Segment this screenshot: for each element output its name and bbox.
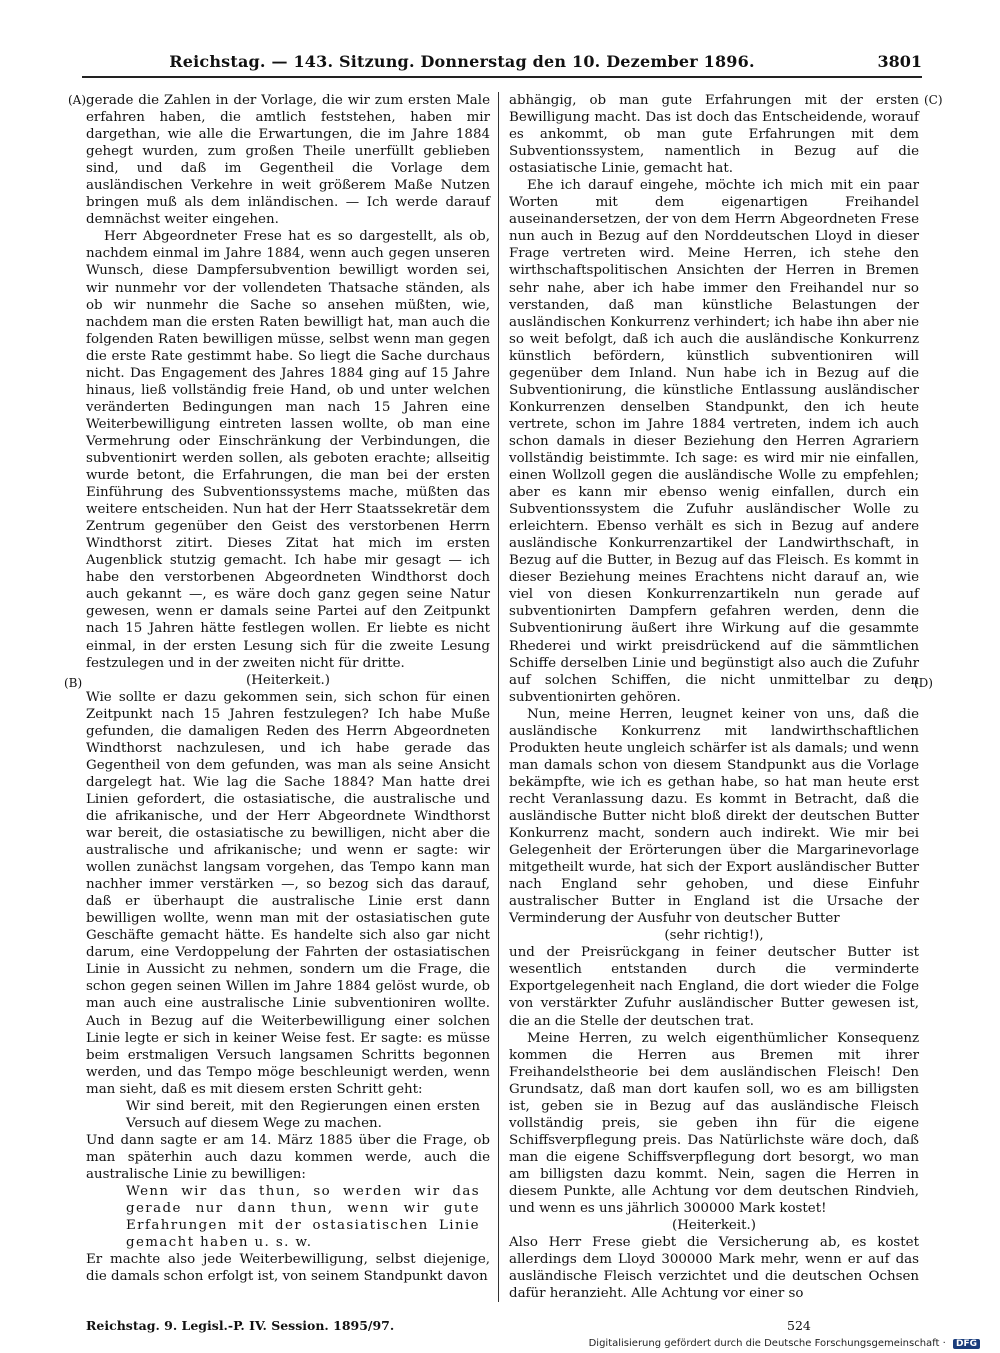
page-number: 3801 bbox=[877, 52, 922, 71]
dfg-logo: DFG bbox=[953, 1339, 980, 1349]
footer-source: Reichstag. 9. Legisl.-P. IV. Session. 1895/97. bbox=[86, 1318, 395, 1333]
margin-label-a: (A) bbox=[68, 93, 87, 107]
digitization-credit bbox=[589, 1338, 980, 1349]
margin-label-d: (D) bbox=[914, 676, 933, 690]
paragraph: Wie sollte er dazu gekommen sein, sich schon für einen Zeitpunkt nach 15 Jahren festzulegen? Ich habe Muße gefunden, die damaligen Reden des Herrn Abgeordneten Windthorst nachzulesen, und ich habe gerade das Gegentheil von dem gefunden, was man als seine Ansicht dargelegt hat. Wie lag die Sache 1884? Man hatte drei Linien gefordert, die ostasiatische, die australische und die afrikanische, und der Herr Abgeordnete Windthorst war bereit, die ostasiatische zu bewilligen, nicht aber die australische und afrikanische; und wenn er sagte: wir wollen zunächst langsam vorgehen, das Tempo kann man nachher immer verstärken —, so bezog sich das darauf, daß er überhaupt die australische Linie erst dann bewilligen wollte, wenn man mit der ostasiatischen gute Geschäfte gemacht hätte. Es handelte sich also gar nicht darum, eine Verdoppelung der Fahrten der ostasiatischen Linie in Aussicht zu nehmen, sondern um die Frage, die schon gegen seinen Willen im Jahre 1884 gelöst wurde, ob man auch eine australische Linie subventioniren wollte. Auch in Bezug auf die Weiterbewilligung einer solchen Linie legte er sich in keiner Weise fest. Er sagte: es müsse beim erstmaligen Versuch langsamen Schritts begonnen werden, und das Tempo möge beschleunigt werden, wenn man sieht, daß es mit diesem ersten Schritt geht: bbox=[86, 689, 490, 1097]
page-header bbox=[82, 52, 922, 78]
paragraph: Er machte also jede Weiterbewilligung, selbst diejenige, die damals schon erfolgt ist, von seinem Standpunkt davon bbox=[86, 1252, 490, 1285]
paragraph: Meine Herren, zu welch eigenthümlicher Konsequenz kommen die Herren aus Bremen mit ihrer Freihandelstheorie bei dem ausländischen Fleisch! Den Grundsatz, daß man dort kaufen soll, wo es am billigsten ist, geben sie in Bezug auf das ausländische Fleisch vollständig preis, sie geben ihn für die eigene Schiffsverpflegung preis. Das Natürlichste wäre doch, daß man die eigene Schiffsverpflegung dort besorgt, wo man am billigsten dazu kommt. Nein, sagen die Herren in diesem Punkte, alle Achtung vor dem deutschen Rindvieh, und wenn es uns jährlich 300000 Mark kostet! bbox=[509, 1030, 919, 1217]
paragraph: Und dann sagte er am 14. März 1885 über die Frage, ob man späterhin auch dazu kommen werde, auch die australische Linie zu bewilligen: bbox=[86, 1132, 490, 1182]
paragraph: und der Preisrückgang in feiner deutscher Butter ist wesentlich entstanden durch die verminderte Exportgelegenheit nach England, die dort wieder die Folge von verstärkter Zufuhr ausländischer Butter gewesen ist, die an die Stelle der deutschen trat. bbox=[509, 945, 919, 1029]
margin-label-c: (C) bbox=[924, 93, 943, 107]
interjection: (Heiterkeit.) bbox=[672, 1218, 756, 1234]
interjection: (Heiterkeit.) bbox=[246, 672, 330, 688]
paragraph: abhängig, ob man gute Erfahrungen mit der ersten Bewilligung macht. Das ist doch das Entscheidende, worauf es ankommt, ob man gute Erfahrungen mit dem Subventionssystem, namentlich in Bezug auf die ostasiatische Linie, gemacht hat. bbox=[509, 93, 919, 177]
left-column bbox=[86, 92, 490, 1285]
credit-text: Digitalisierung gefördert durch die Deutsche Forschungsgemeinschaft · bbox=[588, 1338, 946, 1349]
paragraph: Also Herr Frese giebt die Versicherung ab, es kostet allerdings dem Lloyd 300000 Mark mehr, wenn er auf das ausländische Fleisch verzichtet und die deutschen Ochsen dafür heranzieht. Alle Achtung vor einer so bbox=[509, 1235, 919, 1302]
column-divider bbox=[498, 92, 499, 1302]
footer-sheet-number: 524 bbox=[787, 1318, 811, 1333]
paragraph: gerade die Zahlen in der Vorlage, die wir zum ersten Male erfahren haben, die amtlich feststehen, haben mir dargethan, wie alle die Erwartungen, die im Jahre 1884 gehegt wurden, zum großen Theile unerfüllt geblieben sind, und daß im Gegentheil die Vorlage dem ausländischen Verkehre in weit größerem Maße Nutzen bringen muß als dem inländischen. — Ich werde darauf demnächst weiter eingehen. bbox=[86, 93, 490, 228]
interjection: (sehr richtig!), bbox=[664, 928, 764, 944]
quotation: Wenn wir das thun, so werden wir das gerade nur dann thun, wenn wir gute Erfahrungen mit der ostasiatischen Linie gemacht haben u. s. w. bbox=[126, 1184, 480, 1251]
paragraph: Nun, meine Herren, leugnet keiner von uns, daß die ausländische Konkurrenz mit landwirthschaftlichen Produkten heute ungleich schärfer ist als damals; und wenn man damals schon von diesem Standpunkt aus die Vorlage bekämpfte, wie ich es gethan habe, so hat man heute erst recht Veranlassung dazu. Es kommt in Betracht, daß die ausländische Butter nicht bloß direkt der deutschen Butter Konkurrenz macht, sondern auch indirekt. Wie mir bei Gelegenheit der Erörterungen über die Margarinevorlage mitgetheilt wurde, hat sich der Export ausländischer Butter nach England sehr gehoben, und diese Einfuhr australischer Butter in England ist die Ursache der Verminderung der Ausfuhr von deutscher Butter bbox=[509, 706, 919, 927]
paragraph: Ehe ich darauf eingehe, möchte ich mich mit ein paar Worten mit dem eigenartigen Freihandel auseinandersetzen, der von dem Herrn Abgeordneten Frese nun auch in Bezug auf den Norddeutschen Lloyd in dieser Frage vertreten wird. Meine Herren, ich stehe den wirthschaftspolitischen Ansichten der Herren in Bremen sehr nahe, aber ich habe immer den Freihandel nur so verstanden, daß man künstliche Belastungen der ausländischen Konkurrenz verhindert; ich habe ihn aber nie so weit befolgt, daß ich auch die ausländische Konkurrenz künstlich befördern, künstlich subventioniren will gegenüber dem Inland. Nun habe ich in Bezug auf die Subventionirung, die künstliche Entlassung ausländischer Konkurrenzen denselben Standpunkt, den ich heute vertrete, schon im Jahre 1884 vertreten, indem ich auch schon damals in dieser Beziehung den Herren Agrariern vollständig beistimmte. Ich sage: es wird mir nie einfallen, einen Wollzoll gegen die ausländische Wolle zu empfehlen; aber es kann mir ebenso wenig einfallen, durch ein Subventionssystem die Zufuhr ausländischer Wolle zu erleichtern. Ebenso verhält es sich in Bezug auf andere ausländische Konkurrenzartikel der Landwirthschaft, in Bezug auf die Butter, in Bezug auf das Fleisch. Es kommt in dieser Beziehung meines Erachtens nicht darauf an, wie viel von diesen Konkurrenzartikeln nun gerade auf subventionirten Dampfern gefahren werden, denn die Subventionirung äußert ihre Wirkung auf die gesammte Rhederei und wirkt preisdrückend auf die sämmtlichen Schiffe derselben Linie und begünstigt also auch die Zufuhr auf solchen Schiffen, die nicht unmittelbar zu den subventionirten gehören. bbox=[509, 178, 919, 705]
right-column bbox=[509, 92, 919, 1302]
paragraph: Herr Abgeordneter Frese hat es so dargestellt, als ob, nachdem einmal im Jahre 1884, wenn auch gegen unseren Wunsch, diese Dampfersubvention bewilligt worden sei, wir nunmehr vor der vollendeten Thatsache ständen, als ob wir nunmehr die Sache so ansehen müßten, wie, nachdem man die ersten Raten bewilligt hat, man auch die folgenden Raten bewilligen müsse, selbst wenn man gegen die erste Rate gestimmt habe. So liegt die Sache durchaus nicht. Das Engagement des Jahres 1884 ging auf 15 Jahre hinaus, ließ vollständig freie Hand, ob und unter welchen veränderten Bedingungen man nach 15 Jahren eine Weiterbewilligung eintreten lassen wollte, ob man eine Vermehrung oder Einschränkung der Verbindungen, die subventionirt werden sollen, als geboten erachte; allseitig wurde betont, die Erfahrungen, die man bei der ersten Einführung des Subventionssystems mache, müßten das weitere entscheiden. Nun hat der Herr Staatssekretär dem Zentrum gegenüber den Geist des verstorbenen Herrn Windthorst zitirt. Dieses Zitat hat mich im ersten Augenblick stutzig gemacht. Ich habe mir gesagt — ich habe den verstorbenen Abgeordneten Windthorst doch auch gekannt —, es wäre doch ganz gegen seine Natur gewesen, wenn er damals seine Partei auf den Zeitpunkt nach 15 Jahren hätte festlegen wollen. Er liebte es nicht einmal, in der ersten Lesung sich für die zweite Lesung festzulegen und in der zweiten nicht für dritte. bbox=[86, 229, 490, 671]
quotation: Wir sind bereit, mit den Regierungen einen ersten Versuch auf diesem Wege zu machen. bbox=[126, 1098, 480, 1131]
header-title: Reichstag. — 143. Sitzung. Donnerstag den 10. Dezember 1896. bbox=[169, 52, 755, 71]
margin-label-b: (B) bbox=[64, 676, 83, 690]
